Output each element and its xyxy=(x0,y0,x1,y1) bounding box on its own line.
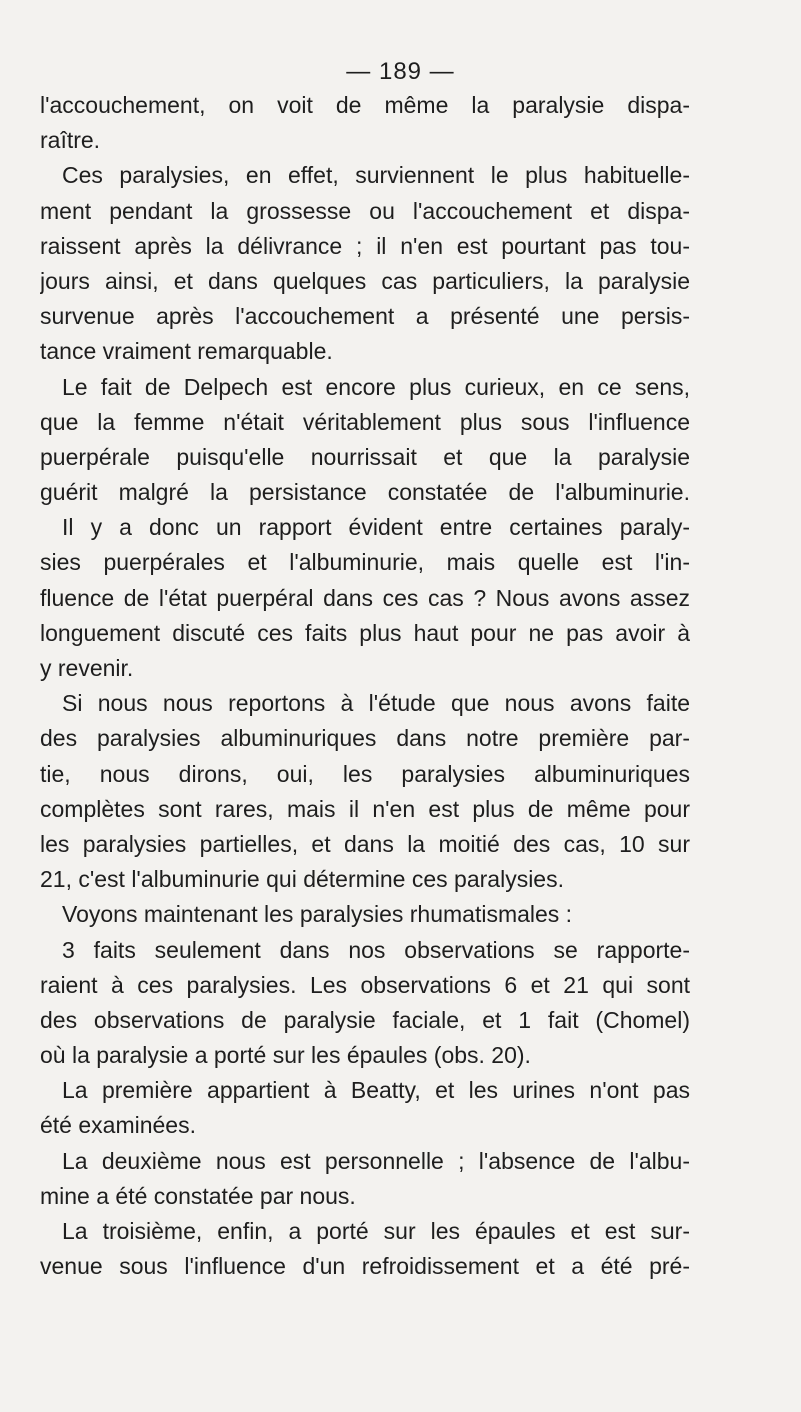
text-line: fluence de l'état puerpéral dans ces cas ? Nous avons assez xyxy=(40,584,690,611)
text-line: raître. xyxy=(40,127,101,154)
text-line: des paralysies albuminuriques dans notre première par- xyxy=(40,725,690,752)
text-line: y revenir. xyxy=(40,655,134,681)
text-line: longuement discuté ces faits plus haut pour ne pas avoir à xyxy=(40,619,690,646)
text-line: La troisième, enfin, a porté sur les épaules et est sur- xyxy=(62,1218,690,1244)
text-line: été examinées. xyxy=(40,1112,196,1139)
text-line: Le fait de Delpech est encore plus curieux, en ce sens, xyxy=(62,373,690,400)
text-line: survenue après l'accouchement a présenté une persis- xyxy=(40,303,690,330)
text-line: où la paralysie a porté sur les épaules (obs. 20). xyxy=(40,1042,531,1069)
text-line: sies puerpérales et l'albuminurie, mais quelle est l'in- xyxy=(40,549,690,576)
text-line: La première appartient à Beatty, et les urines n'ont pas xyxy=(62,1077,690,1104)
text-line: l'accouchement, on voit de même la paralysie dispa- xyxy=(40,92,690,118)
text-line: les paralysies partielles, et dans la moitié des cas, 10 sur xyxy=(40,830,690,857)
text-line: ment pendant la grossesse ou l'accouchement et dispa- xyxy=(40,197,690,224)
text-line: raissent après la délivrance ; il n'en est pourtant pas tou- xyxy=(40,232,690,259)
body-text xyxy=(40,88,690,1284)
text-line: tie, nous dirons, oui, les paralysies albuminuriques xyxy=(40,760,690,787)
text-line: des observations de paralysie faciale, et 1 fait (Chomel) xyxy=(40,1006,690,1033)
text-line: guérit malgré la persistance constatée de l'albuminurie. xyxy=(40,479,690,506)
text-line: que la femme n'était véritablement plus sous l'influence xyxy=(40,408,690,435)
text-line: Il y a donc un rapport évident entre certaines paraly- xyxy=(62,514,690,541)
text-line: Voyons maintenant les paralysies rhumatismales : xyxy=(62,901,573,928)
text-line: raient à ces paralysies. Les observations 6 et 21 qui sont xyxy=(40,971,690,998)
text-line: 21, c'est l'albuminurie qui détermine ces paralysies. xyxy=(40,866,564,893)
text-line: Ces paralysies, en effet, surviennent le plus habituelle- xyxy=(62,162,690,189)
text-line: jours ainsi, et dans quelques cas particuliers, la paralysie xyxy=(40,267,690,294)
text-line: venue sous l'influence d'un refroidissement et a été pré- xyxy=(40,1253,690,1280)
text-line: 3 faits seulement dans nos observations se rapporte- xyxy=(62,936,690,963)
page-number: — 189 — xyxy=(346,58,455,85)
text-line: tance vraiment remarquable. xyxy=(40,338,333,365)
text-line: La deuxième nous est personnelle ; l'absence de l'albu- xyxy=(62,1147,690,1174)
text-line: complètes sont rares, mais il n'en est plus de même pour xyxy=(40,795,690,822)
text-line: Si nous nous reportons à l'étude que nous avons faite xyxy=(62,690,690,717)
text-line: mine a été constatée par nous. xyxy=(40,1182,356,1209)
text-line: puerpérale puisqu'elle nourrissait et que la paralysie xyxy=(40,443,690,470)
